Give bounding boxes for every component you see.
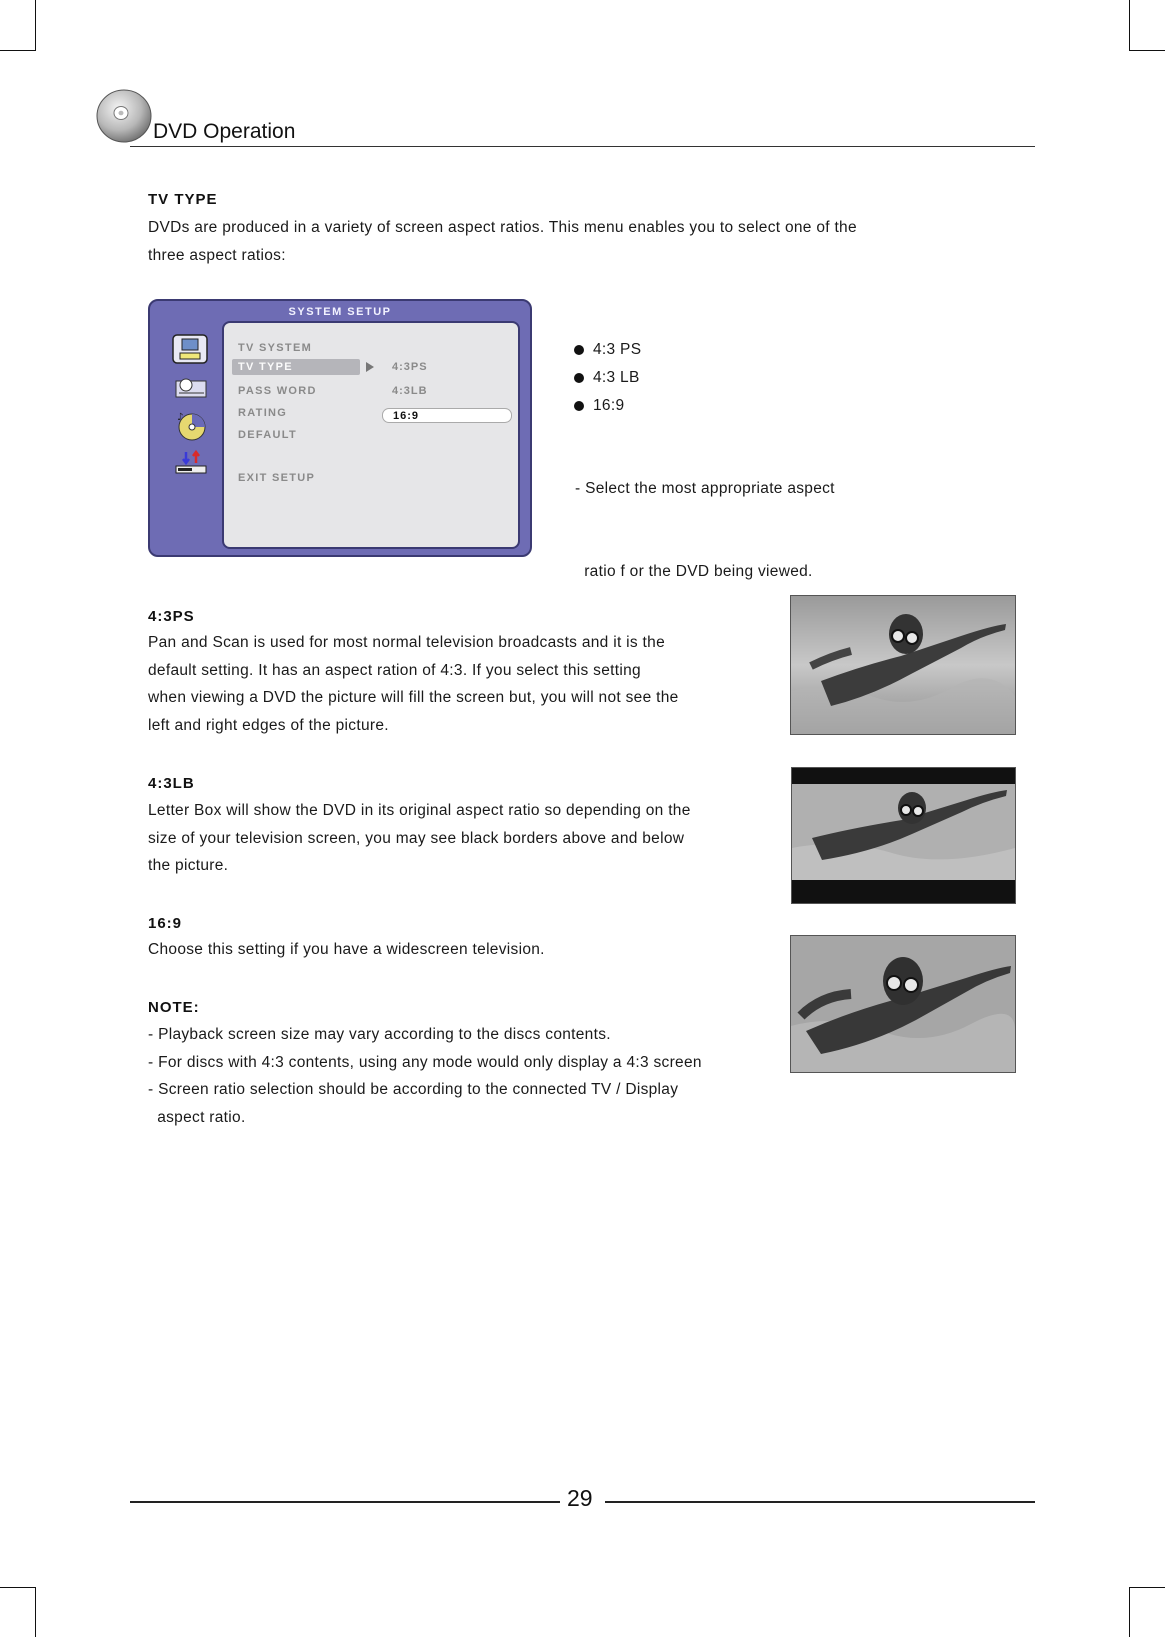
- audio-icon[interactable]: [174, 411, 210, 441]
- text-line: Choose this setting if you have a widescreen television.: [148, 941, 545, 958]
- page-title: DVD Operation: [153, 120, 296, 143]
- list-item: [574, 364, 641, 392]
- text-line: - Screen ratio selection should be according to the connected TV / Display: [148, 1081, 679, 1098]
- option-16-9[interactable]: 16:9: [382, 408, 512, 423]
- section-heading: 16:9: [148, 915, 183, 932]
- text-line: Letter Box will show the DVD in its original aspect ratio so depending on the: [148, 802, 691, 819]
- bullet-text: 4:3 LB: [593, 369, 640, 386]
- note-body: [148, 1021, 702, 1131]
- disc-icon: [96, 86, 154, 146]
- video-icon[interactable]: [174, 449, 210, 479]
- section-body: [148, 797, 691, 880]
- text-line: default setting. It has an aspect ration of 4:3. If you select this setting: [148, 661, 641, 679]
- language-icon[interactable]: [174, 373, 210, 403]
- section-body: [148, 936, 545, 964]
- page-number: 29: [567, 1485, 593, 1511]
- crop-mark: [1129, 1587, 1130, 1637]
- tv-system-icon[interactable]: [172, 334, 208, 364]
- crop-mark: [0, 50, 36, 51]
- list-item: [574, 336, 641, 364]
- aspect-options-list: [574, 336, 641, 420]
- text-line: - Playback screen size may vary according to the discs contents.: [148, 1026, 611, 1043]
- text-line: DVDs are produced in a variety of screen aspect ratios. This menu enables you to select one of the: [148, 219, 857, 236]
- menu-item-default[interactable]: DEFAULT: [238, 429, 298, 441]
- text-line: left and right edges of the picture.: [148, 716, 389, 734]
- menu-item-tv-type[interactable]: TV TYPE: [232, 359, 360, 375]
- menu-item-rating[interactable]: RATING: [238, 407, 288, 419]
- pan-scan-example-image: [790, 595, 1016, 735]
- svg-text:♪: ♪: [177, 412, 184, 423]
- footer-rule-right: [605, 1501, 1035, 1503]
- text-line: aspect ratio.: [148, 1108, 246, 1126]
- bullet-icon: [574, 345, 584, 355]
- list-item: [574, 392, 641, 420]
- text-line: size of your television screen, you may see black borders above and below: [148, 829, 685, 847]
- menu-item-tv-system[interactable]: TV SYSTEM: [238, 342, 313, 354]
- section-heading: TV TYPE: [148, 191, 218, 208]
- selection-note: [575, 420, 835, 613]
- header-divider: [130, 146, 1035, 147]
- bullet-text: 4:3 PS: [593, 341, 642, 358]
- intro-text: [148, 214, 857, 269]
- menu-item-exit-setup[interactable]: EXIT SETUP: [238, 472, 316, 484]
- widescreen-example-image: [790, 935, 1016, 1073]
- text-line: ratio f or the DVD being viewed.: [575, 562, 813, 580]
- section-heading: 4:3LB: [148, 775, 195, 792]
- menu-item-password[interactable]: PASS WORD: [238, 385, 317, 397]
- crop-mark: [0, 1587, 36, 1588]
- letterbox-example-image: [791, 767, 1016, 904]
- text-line: Pan and Scan is used for most normal television broadcasts and it is the: [148, 634, 666, 651]
- bullet-icon: [574, 373, 584, 383]
- system-setup-menu: [148, 299, 532, 557]
- bullet-text: 16:9: [593, 397, 625, 414]
- crop-mark: [1129, 1587, 1165, 1588]
- text-line: when viewing a DVD the picture will fill the screen but, you will not see the: [148, 689, 679, 706]
- crop-mark: [1129, 0, 1130, 50]
- text-line: - Select the most appropriate aspect: [575, 480, 835, 497]
- note-heading: NOTE:: [148, 999, 200, 1016]
- text-line: - For discs with 4:3 contents, using any mode would only display a 4:3 screen: [148, 1053, 702, 1071]
- option-4-3lb[interactable]: 4:3LB: [392, 385, 428, 397]
- footer-rule-left: [130, 1501, 560, 1503]
- menu-panel: [222, 321, 520, 549]
- submenu-arrow-icon: [366, 362, 374, 372]
- text-line: three aspect ratios:: [148, 246, 286, 264]
- bullet-icon: [574, 401, 584, 411]
- crop-mark: [1129, 50, 1165, 51]
- crop-mark: [35, 1587, 36, 1637]
- menu-title: SYSTEM SETUP: [288, 306, 392, 318]
- text-line: the picture.: [148, 857, 229, 874]
- section-heading: 4:3PS: [148, 608, 195, 625]
- crop-mark: [35, 0, 36, 50]
- option-4-3ps[interactable]: 4:3PS: [392, 361, 428, 373]
- section-body: [148, 629, 679, 739]
